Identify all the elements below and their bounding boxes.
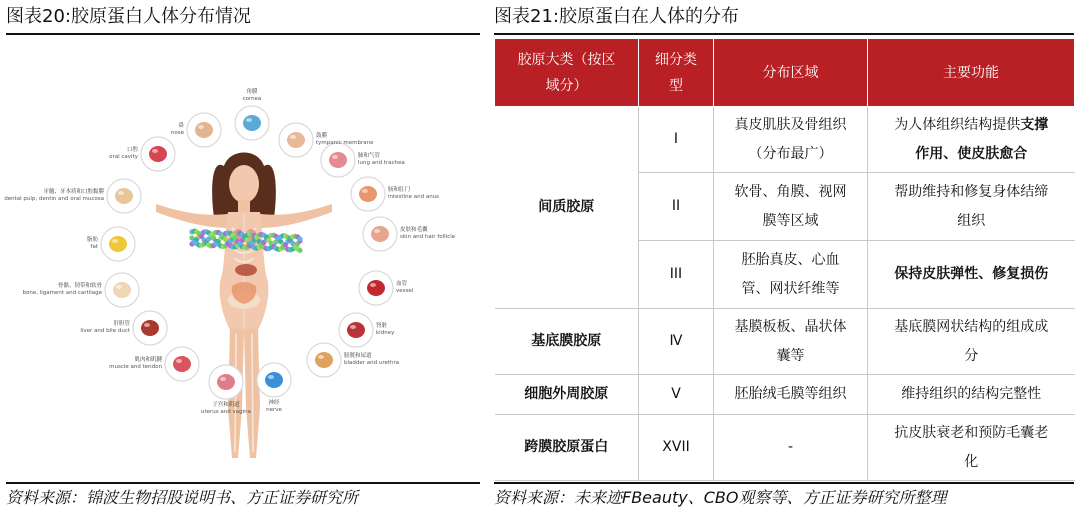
ear-icon [279, 123, 313, 157]
organ-label-liver [80, 321, 130, 334]
organ-label-en: bladder and urethra [344, 359, 400, 366]
organ-label-nose [171, 123, 184, 136]
left-title-rule [6, 33, 480, 35]
region-line: 囊等 [776, 347, 805, 364]
function-text: 为人体组织结构提供 [894, 116, 1021, 133]
organ-label-kidney [376, 323, 394, 336]
mouth-icon [141, 137, 175, 171]
organ-label-zh: 神经 [268, 400, 280, 406]
organ-label-zh: 血管 [396, 281, 408, 287]
function-cell: 维持组织的结构完整性 [868, 375, 1075, 415]
right-figure-title: 图表21:胶原蛋白在人体的分布 [494, 6, 739, 27]
organ-label-en: liver and bile duct [80, 327, 130, 334]
right-title-rule [494, 33, 1074, 35]
organ-label-muscle [109, 357, 162, 370]
organ-label-en: nose [170, 129, 184, 136]
function-cell [868, 415, 1075, 481]
function-cell [868, 173, 1075, 241]
table-row [495, 107, 1075, 173]
organ-label-teeth [4, 189, 104, 202]
bladder-icon [307, 343, 341, 377]
group-interstitial: 间质胶原 [495, 107, 639, 309]
region-cell [714, 241, 868, 309]
organ-label-zh: 肌肉和肌腱 [134, 357, 162, 363]
skin-icon [363, 217, 397, 251]
organ-label-en: vessel [396, 287, 414, 294]
left-figure-title: 图表20:胶原蛋白人体分布情况 [6, 6, 251, 27]
region-line: 软骨、角膜、视网 [734, 183, 847, 200]
region-cell [714, 107, 868, 173]
organ-label-lung [358, 153, 405, 166]
organ-label-en: bone, ligament and cartilage [22, 289, 102, 296]
organ-label-zh: 骨骼、韧带和软骨 [57, 283, 102, 289]
organ-label-vessel [396, 281, 413, 294]
organ-label-en: kidney [376, 329, 395, 336]
region-line: （分布最广） [748, 145, 833, 162]
table-row [495, 375, 1075, 415]
organ-label-zh: 子宫和阴道 [212, 402, 240, 408]
organ-label-tympanic [316, 133, 374, 146]
organ-label-zh: 肾脏 [376, 323, 388, 329]
organ-label-intestine [388, 187, 439, 200]
right-source-rule [494, 482, 1074, 484]
type-cell: Ⅴ [639, 375, 714, 415]
organ-label-zh: 牙髓、牙本质和口腔黏膜 [43, 189, 104, 195]
function-line: 抗皮肤衰老和预防毛囊老 [894, 424, 1049, 441]
header-category-line2: 域分） [545, 77, 588, 94]
nerve-icon [257, 363, 291, 397]
left-source-rule [6, 482, 480, 484]
function-line: 帮助维持和修复身体结缔 [894, 183, 1049, 200]
region-cell: - [714, 415, 868, 481]
organ-label-zh: 鼓膜 [316, 133, 328, 139]
organ-label-en: skin and hair follicle [400, 233, 456, 240]
fat-icon [101, 227, 135, 261]
group-transmembrane: 跨膜胶原蛋白 [495, 415, 639, 481]
organ-label-bone [23, 283, 102, 296]
header-function: 主要功能 [868, 39, 1075, 107]
nose-icon [187, 113, 221, 147]
table-row [495, 309, 1075, 375]
header-category [495, 39, 639, 107]
table-header-row [495, 39, 1075, 107]
right-source-note: 资料来源：未来迹FBeauty、CBO观察等、方正证券研究所整理 [494, 488, 947, 507]
muscle-icon [165, 347, 199, 381]
type-cell: XVII [639, 415, 714, 481]
type-cell: III [639, 241, 714, 309]
intestine-icon [351, 177, 385, 211]
organ-label-zh: 鼻 [178, 123, 184, 129]
organ-label-bladder [344, 353, 399, 366]
header-subtype-line1: 细分类 [655, 51, 697, 68]
vessel-icon [359, 271, 393, 305]
table-row [495, 415, 1075, 481]
group-basement: 基底膜胶原 [495, 309, 639, 375]
type-cell: II [639, 173, 714, 241]
left-source-note: 资料来源：锦波生物招股说明书、方正证券研究所 [6, 488, 359, 507]
region-line: 膜等区域 [762, 212, 819, 229]
kidney-icon [339, 313, 373, 347]
organ-label-en: oral cavity [109, 153, 138, 160]
organ-label-zh: 口腔 [126, 147, 138, 153]
organ-label-zh: 角膜 [246, 89, 258, 95]
region-cell [714, 309, 868, 375]
region-line: 基膜板板、晶状体 [734, 318, 847, 335]
organ-label-zh: 肝胆管 [113, 321, 130, 327]
bone-icon [105, 273, 139, 307]
function-cell [868, 107, 1075, 173]
collagen-body-diagram [6, 38, 480, 480]
region-cell [714, 173, 868, 241]
organ-label-uterus [186, 402, 266, 415]
group-pericellular: 细胞外周胶原 [495, 375, 639, 415]
type-cell: Ⅳ [639, 309, 714, 375]
organ-label-en: muscle and tendon [109, 363, 162, 370]
header-region: 分布区域 [714, 39, 868, 107]
function-line: 基底膜网状结构的组成成 [894, 318, 1049, 335]
organ-label-en: cornea [242, 95, 262, 102]
header-category-line1: 胶原大类（按区 [517, 51, 616, 68]
organ-label-skin [400, 227, 455, 240]
organ-label-fat [87, 237, 98, 250]
organ-label-zh: 膀胱和尿道 [344, 353, 372, 359]
organ-label-zh: 脂肪 [86, 237, 98, 243]
organ-label-en: fat [90, 243, 98, 250]
organ-label-en: dental pulp, dentin and oral mucosa [4, 195, 104, 202]
organ-label-en: lung and trachea [358, 159, 405, 166]
organ-label-en: tympanic membrane [316, 139, 374, 146]
header-subtype [639, 39, 714, 107]
function-cell: 保持皮肤弹性、修复损伤 [868, 241, 1075, 309]
organ-label-zh: 肠和肛门 [388, 187, 411, 193]
region-line: 管、网状纤维等 [741, 280, 840, 297]
region-line: 胚胎真皮、心血 [741, 251, 840, 268]
function-line: 分 [964, 347, 979, 364]
function-cell [868, 309, 1075, 375]
region-cell: 胚胎绒毛膜等组织 [714, 375, 868, 415]
function-bold-text: 支撑 [1020, 116, 1049, 133]
type-cell: I [639, 107, 714, 173]
organ-label-en: nerve [266, 406, 282, 413]
organ-label-zh: 皮肤和毛囊 [400, 227, 428, 233]
collagen-distribution-table [494, 38, 1075, 481]
organ-label-zh: 肺和气管 [358, 153, 381, 159]
organ-label-oral [109, 147, 138, 160]
function-line: 组织 [957, 212, 986, 229]
organ-label-en: intestine and anus [388, 193, 440, 200]
uterus-icon [209, 365, 243, 399]
liver-icon [133, 311, 167, 345]
region-line: 真皮肌肤及骨组织 [734, 116, 847, 133]
organ-label-cornea [212, 89, 292, 102]
header-subtype-line2: 型 [669, 77, 683, 94]
lung-icon [321, 143, 355, 177]
tooth-icon [107, 179, 141, 213]
organ-label-en: uterus and vagina [201, 408, 251, 415]
function-line: 化 [964, 453, 979, 470]
eye-icon [235, 106, 269, 140]
function-bold-text: 作用、使皮肤愈合 [915, 145, 1028, 162]
